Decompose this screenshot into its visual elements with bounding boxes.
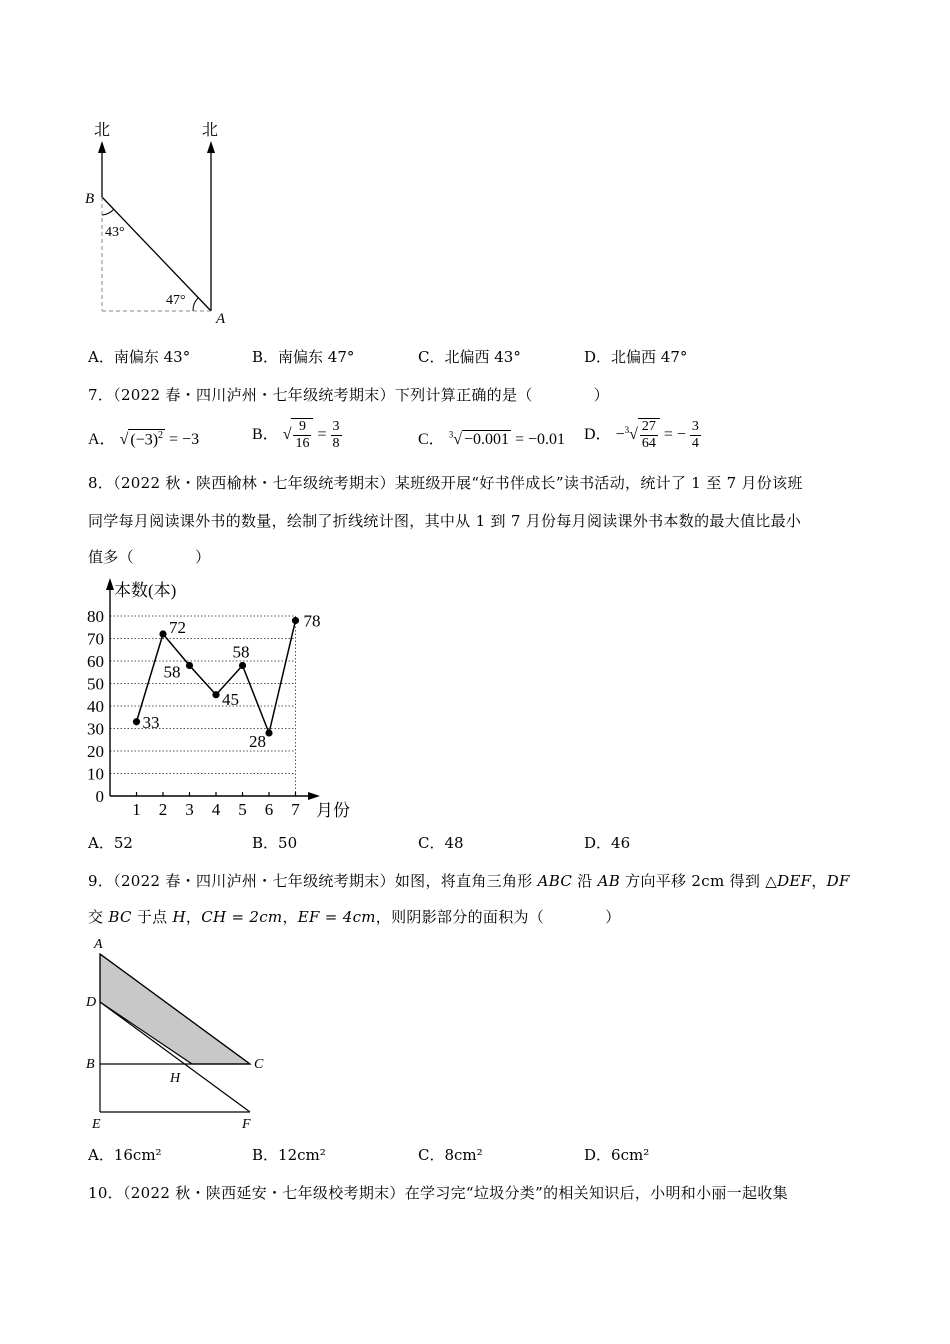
data-point-5 <box>239 662 246 669</box>
x-tick-label-6: 6 <box>264 800 274 819</box>
point-label-h: H <box>170 1071 181 1086</box>
q6-option-d[interactable]: D．北偏西 47° <box>584 348 688 366</box>
point-label-a: A <box>94 937 103 952</box>
north-arrow-head-left <box>98 141 106 153</box>
angle-arc-a <box>193 298 198 311</box>
data-labels <box>143 612 321 752</box>
point-label-d: D <box>86 995 97 1010</box>
q6-bearing-figure <box>80 115 240 330</box>
north-label-left: 北 <box>94 122 111 139</box>
y-tick-label-30: 30 <box>87 719 104 739</box>
data-point-3 <box>186 662 193 669</box>
data-point-7 <box>292 617 299 624</box>
y-tick-label-10: 10 <box>87 764 104 784</box>
q8-option-c[interactable]: C．48 <box>418 834 464 852</box>
y-tick-label-40: 40 <box>87 697 104 716</box>
q8-option-b[interactable]: B．50 <box>252 834 298 852</box>
q7-option-c[interactable]: C． $^3$√ −0.001 = −0.01 <box>418 429 566 448</box>
q8-line-chart <box>80 572 370 827</box>
y-tick-labels <box>87 607 104 806</box>
point-label-f: F <box>242 1117 251 1132</box>
data-point-6 <box>265 729 272 736</box>
x-tick-label-3: 3 <box>185 800 194 819</box>
point-label-b: B <box>86 1057 95 1072</box>
x-tick-label-5: 5 <box>238 800 247 819</box>
x-tick-label-1: 1 <box>132 800 141 819</box>
point-label-c: C <box>254 1057 264 1072</box>
q8-stem-line1: 8．（2022 秋・陕西榆林・七年级统考期末）某班级开展“好书伴成长”读书活动，统计了 1 至 7 月份该班 <box>88 474 803 492</box>
q7-option-b[interactable]: B． √ $\frac{9}{16}$ = $\frac{3}{8}$ <box>252 419 340 451</box>
angle-label-47: 47° <box>166 293 186 308</box>
q8-option-a[interactable]: A．52 <box>88 834 133 852</box>
x-tick-label-7: 7 <box>291 800 300 819</box>
q7-option-a[interactable]: A． √ $(-3)^2 = -3$ <box>88 429 200 448</box>
data-label-4: 45 <box>222 689 239 709</box>
chart-grid <box>110 616 296 796</box>
data-label-1: 33 <box>142 712 160 732</box>
q6-option-c[interactable]: C．北偏西 43° <box>418 348 521 366</box>
x-tick-label-2: 2 <box>158 800 168 819</box>
q8-stem-line3: 值多（ ） <box>88 548 211 566</box>
q7-option-d[interactable]: D． −$^3$√ $\frac{27}{64}$ = − $\frac{3}{4}$ <box>584 419 699 451</box>
x-tick-label-4: 4 <box>211 800 221 819</box>
y-tick-label-80: 80 <box>87 607 104 626</box>
q9-translation-figure <box>82 934 282 1134</box>
y-tick-label-0: 0 <box>95 787 104 806</box>
chart-axes <box>106 578 320 800</box>
data-label-6: 28 <box>249 732 266 751</box>
point-label-b: B <box>85 191 95 207</box>
q9-stem-line1: 9．（2022 春・四川泸州・七年级统考期末）如图，将直角三角形 ABC 沿 AB 方向平移 2cm 得到 △DEF，DF <box>88 872 850 890</box>
angle-label-43: 43° <box>105 225 125 240</box>
angle-arc-b <box>102 209 114 215</box>
q9-option-c[interactable]: C．8cm² <box>418 1146 483 1164</box>
q7-stem: 7．（2022 春・四川泸州・七年级统考期末）下列计算正确的是（ ） <box>88 386 610 404</box>
x-axis-label: 月份 <box>316 801 350 820</box>
q8-stem-line2: 同学每月阅读课外书的数量，绘制了折线统计图，其中从 1 到 7 月份每月阅读课外书本数的最大值比最小 <box>88 512 802 530</box>
q9-option-d[interactable]: D．6cm² <box>584 1146 650 1164</box>
y-tick-label-50: 50 <box>87 674 104 694</box>
data-label-3: 58 <box>163 662 181 682</box>
series-line <box>137 621 296 734</box>
data-label-7: 78 <box>303 611 321 631</box>
q10-stem-line1: 10．（2022 秋・陕西延安・七年级校考期末）在学习完“垃圾分类”的相关知识后，小明和小丽一起收集 <box>88 1184 788 1202</box>
y-tick-label-70: 70 <box>87 629 104 649</box>
y-axis-label: 本数(本) <box>114 581 177 600</box>
data-point-4 <box>212 691 219 698</box>
y-axis-arrow <box>106 578 114 590</box>
q9-stem-line2: 交 BC 于点 H，CH = 2cm，EF = 4cm，则阴影部分的面积为（ ） <box>88 908 621 926</box>
y-tick-label-60: 60 <box>87 652 104 671</box>
data-point-1 <box>133 718 140 725</box>
data-label-5: 58 <box>232 642 250 662</box>
point-label-a: A <box>216 311 226 327</box>
north-label-right: 北 <box>202 122 219 139</box>
data-label-2: 72 <box>169 618 186 637</box>
q8-option-d[interactable]: D．46 <box>584 834 631 852</box>
point-label-e: E <box>92 1117 101 1132</box>
north-arrow-head-right <box>207 141 215 153</box>
q9-option-b[interactable]: B．12cm² <box>252 1146 326 1164</box>
q6-option-b[interactable]: B．南偏东 47° <box>252 348 355 366</box>
segment-ba <box>102 197 211 311</box>
q6-option-a[interactable]: A．南偏东 43° <box>88 348 191 366</box>
y-tick-label-20: 20 <box>87 742 104 761</box>
q9-option-a[interactable]: A．16cm² <box>88 1146 162 1164</box>
x-axis-arrow <box>308 792 320 800</box>
data-point-2 <box>159 630 166 637</box>
